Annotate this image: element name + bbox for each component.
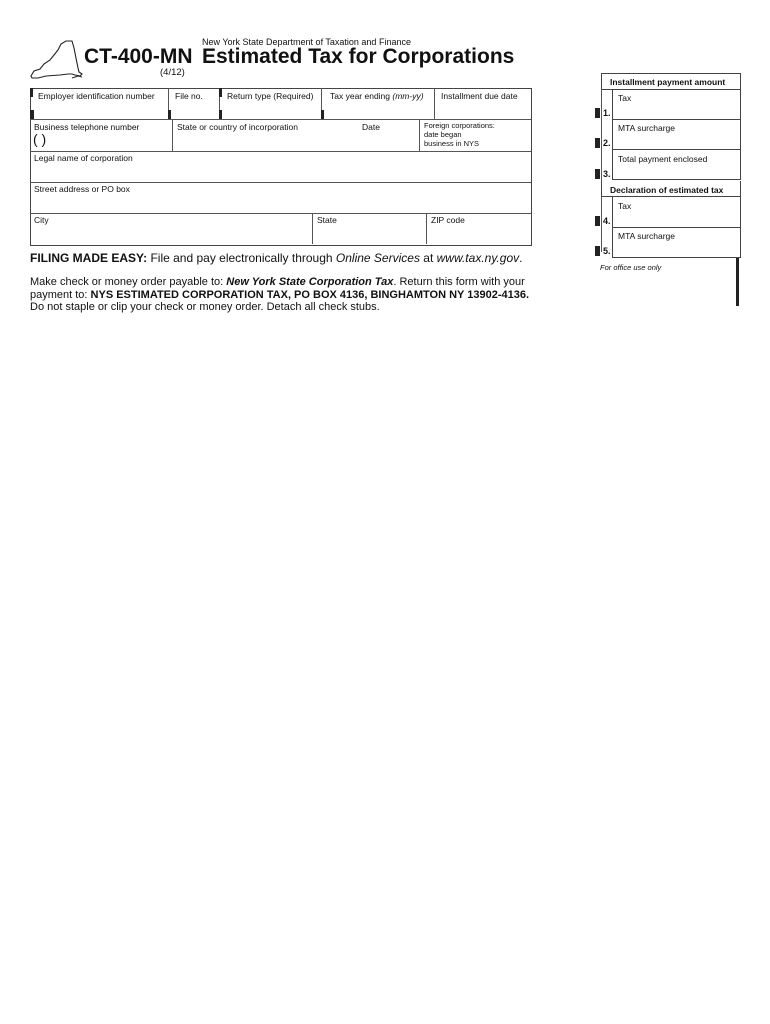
line-number-column — [601, 89, 602, 252]
file-no-label: File no. — [175, 91, 203, 101]
filing-text-2: at — [419, 251, 437, 265]
street-label: Street address or PO box — [34, 184, 130, 194]
legal-name-input[interactable] — [31, 164, 529, 181]
cell-divider — [419, 119, 420, 151]
filing-period: . — [519, 251, 523, 265]
agency-name: New York State Department of Taxation and Finance — [202, 37, 411, 47]
payment-instructions-line-1 — [30, 276, 525, 288]
line-4-number: 4. — [603, 216, 611, 226]
line-5-number: 5. — [603, 246, 611, 256]
state-inc-label: State or country of incorporation — [177, 122, 298, 132]
field-marker — [30, 88, 33, 97]
street-input[interactable] — [31, 195, 529, 212]
installment-due-input[interactable] — [435, 101, 529, 118]
tax-year-hint: (mm-yy) — [392, 91, 424, 101]
foreign-corp-label-3: business in NYS — [424, 139, 480, 148]
line-2-mta-input[interactable] — [614, 134, 738, 148]
legal-name-label: Legal name of corporation — [34, 153, 133, 163]
line-4-tax-input[interactable] — [614, 212, 738, 226]
filing-text-1: File and pay electronically through — [147, 251, 336, 265]
row-divider — [30, 119, 531, 120]
state-label: State — [317, 215, 337, 225]
ein-input[interactable] — [31, 101, 167, 118]
line-2-marker — [595, 138, 600, 148]
row-divider — [30, 182, 531, 183]
return-form-text: . Return this form with your — [393, 276, 525, 288]
tax-year-label — [330, 91, 424, 101]
line-3-marker — [595, 169, 600, 179]
line-2-label: MTA surcharge — [618, 123, 676, 133]
date-label: Date — [362, 122, 380, 132]
office-use-label: For office use only — [600, 263, 662, 272]
installment-due-label: Installment due date — [441, 91, 518, 101]
line-5-marker — [595, 246, 600, 256]
payment-instructions-line-2 — [30, 289, 529, 301]
phone-label: Business telephone number — [34, 122, 140, 132]
installment-section-title: Installment payment amount — [610, 77, 726, 87]
state-input[interactable] — [313, 226, 425, 243]
date-input[interactable] — [355, 132, 418, 150]
filing-notice — [30, 251, 522, 265]
payee-name: New York State Corporation Tax — [226, 276, 394, 288]
office-use-bar — [736, 258, 739, 306]
zip-input[interactable] — [427, 226, 529, 243]
form-number: CT-400-MN — [84, 45, 193, 68]
row-divider — [30, 151, 531, 152]
line-4-label: Tax — [618, 201, 632, 211]
form-title: Estimated Tax for Corporations — [202, 45, 515, 68]
new-york-state-outline-icon — [28, 38, 84, 82]
line-5-label: MTA surcharge — [618, 231, 676, 241]
city-label: City — [34, 215, 49, 225]
line-5-mta-input[interactable] — [614, 242, 738, 256]
tax-year-input[interactable] — [322, 101, 433, 118]
ein-label: Employer identification number — [38, 91, 155, 101]
zip-label: ZIP code — [431, 215, 465, 225]
return-type-label: Return type (Required) — [227, 91, 314, 101]
file-no-input[interactable] — [169, 101, 218, 118]
state-inc-input[interactable] — [173, 132, 353, 150]
mailing-address: NYS ESTIMATED CORPORATION TAX, PO BOX 4136, BINGHAMTON NY 13902-4136. — [90, 289, 530, 301]
line-1-tax-input[interactable] — [614, 104, 738, 118]
foreign-corp-label-1: Foreign corporations: — [424, 121, 495, 130]
line-3-label: Total payment enclosed — [618, 154, 708, 164]
online-services-link[interactable]: Online Services — [335, 251, 420, 265]
line-1-label: Tax — [618, 93, 632, 103]
field-marker — [219, 88, 222, 97]
line-2-number: 2. — [603, 138, 611, 148]
phone-parens: ( ) — [33, 131, 47, 147]
line-1-number: 1. — [603, 108, 611, 118]
phone-input[interactable] — [31, 132, 171, 150]
tax-year-label-text: Tax year ending — [330, 91, 393, 101]
declaration-section-title: Declaration of estimated tax — [610, 185, 724, 195]
line-4-marker — [595, 216, 600, 226]
payable-to-text: Make check or money order payable to: — [30, 276, 227, 288]
line-1-marker — [595, 108, 600, 118]
payment-instructions-line-3: Do not staple or clip your check or money order. Detach all check stubs. — [30, 301, 380, 313]
payment-to-text: payment to: — [30, 289, 91, 301]
foreign-date-input[interactable] — [480, 132, 529, 150]
line-3-total-input[interactable] — [614, 165, 738, 178]
city-input[interactable] — [31, 226, 311, 243]
row-divider — [30, 213, 531, 214]
return-type-input[interactable] — [220, 101, 320, 118]
line-3-number: 3. — [603, 169, 611, 179]
foreign-corp-label-2: date began — [424, 130, 462, 139]
form-revision: (4/12) — [160, 67, 185, 78]
filing-label: FILING MADE EASY: — [30, 251, 148, 265]
website-link[interactable]: www.tax.ny.gov — [436, 251, 520, 265]
